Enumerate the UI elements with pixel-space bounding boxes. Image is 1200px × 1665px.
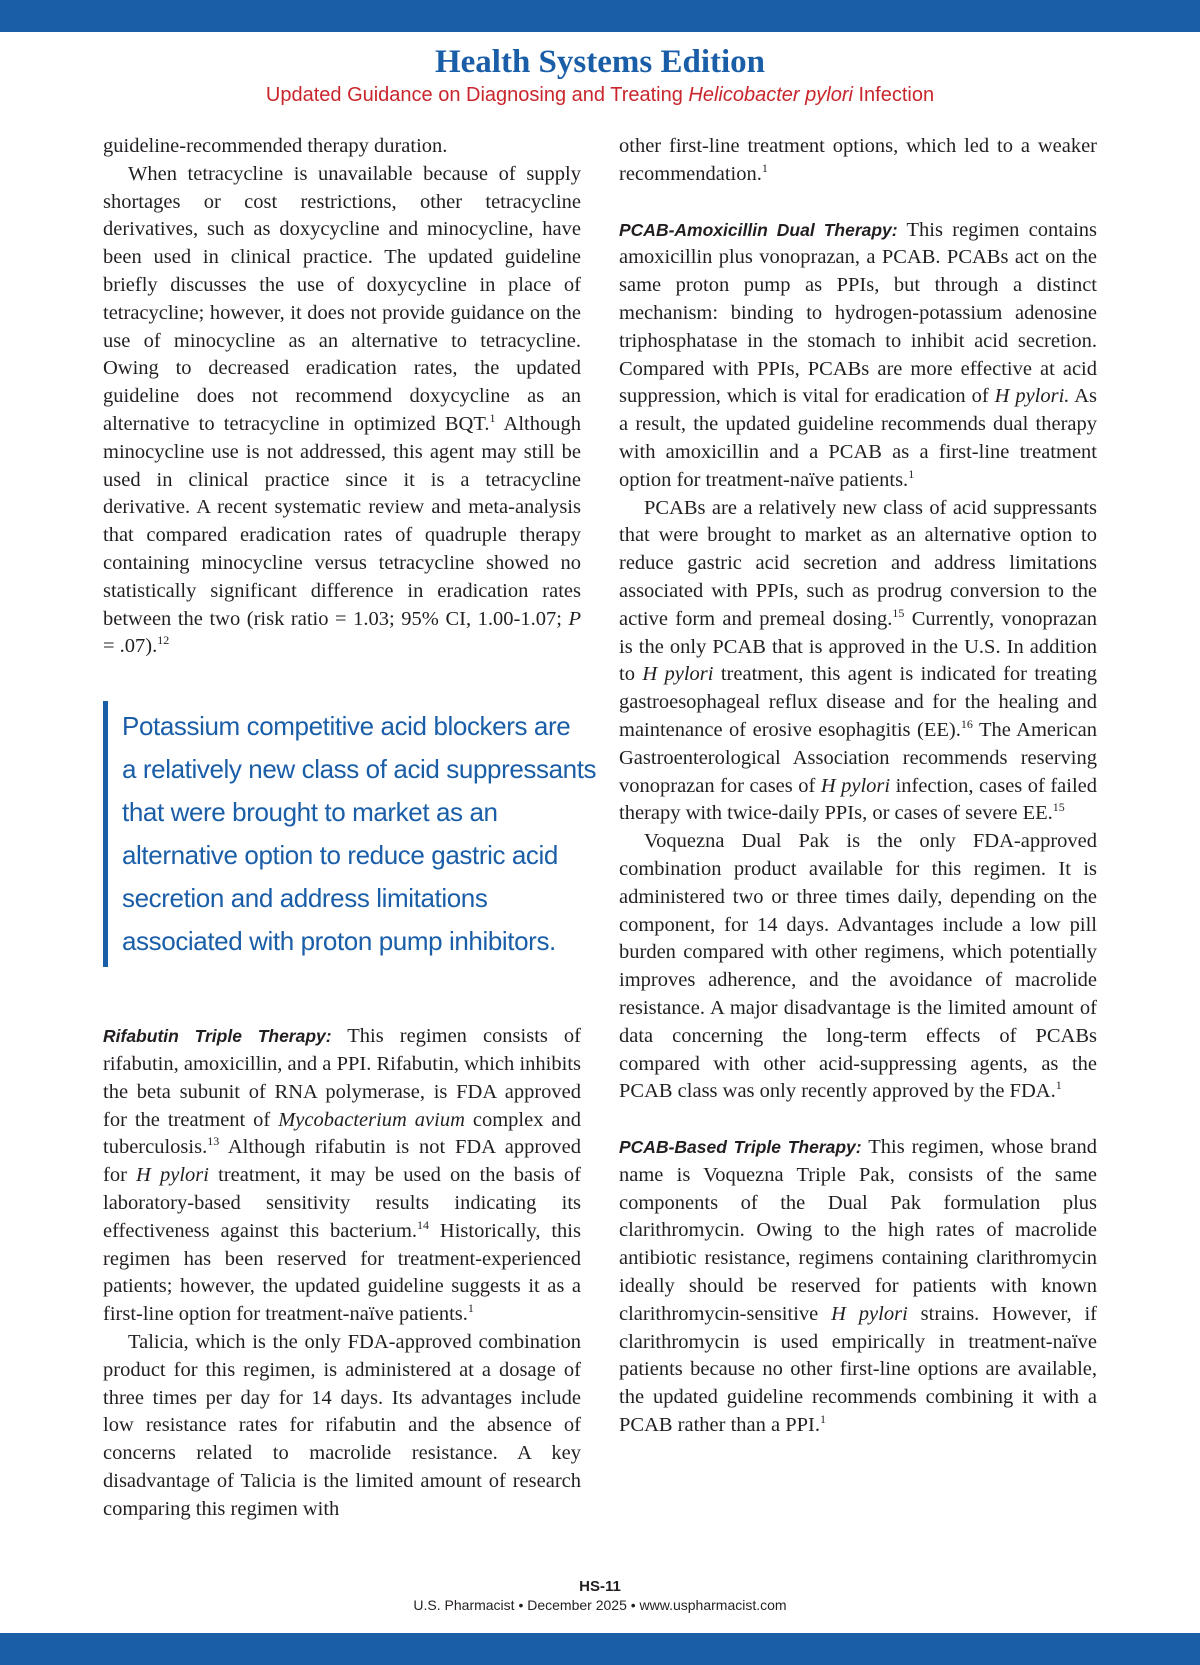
italic-term: H pylori xyxy=(820,774,891,797)
page-footer xyxy=(0,1578,1200,1614)
text-run: This regimen contains amoxicillin plus vonoprazan, a PCAB. PCABs act on the same proton pump as PPIs, but through a distinct mechanism: binding to hydrogen-potassium adenosine triphosphatase in the stomach to inhibit acid secretion. Compared with PPIs, PCABs are more effective at acid suppression, which is vital for eradication of xyxy=(619,218,1097,408)
subtitle-suffix: Infection xyxy=(852,84,935,106)
subtitle-prefix: Updated Guidance on Diagnosing and Treating xyxy=(265,84,689,106)
page-header xyxy=(0,42,1200,108)
paragraph-voquezna xyxy=(619,828,1097,1106)
paragraph-dual-therapy xyxy=(619,217,1097,495)
text-run: This regimen consists of rifabutin, amoxicillin, and a PPI. Rifabutin, which inhibits the beta subunit of RNA polymerase, is FDA approved for the treatment of xyxy=(103,1025,581,1131)
italic-term: H pylori xyxy=(831,1302,908,1325)
pull-quote xyxy=(103,701,597,967)
italic-term: Mycobacterium avium xyxy=(278,1108,465,1131)
text-run: This regimen, whose brand name is Voquezna Triple Pak, consists of the same components of the Dual Pak formulation plus clarithromycin. Owing to the high rates of macrolide antibiotic resistance, regimens containing clarithromycin ideally should be reserved for patients with known clarithromycin-sensitive xyxy=(619,1136,1097,1325)
paragraph-pcabs xyxy=(619,495,1097,829)
text-run: treatment, this agent is indicated for treating gastroesophageal reflux disease and for the healing and maintenance of erosive esophagitis (EE). xyxy=(619,663,1097,741)
text-run: other first-line treatment options, which led to a weaker recommendation. xyxy=(619,135,1097,185)
text-run: Currently, vonoprazan is the only PCAB that is approved in the U.S. In addition to xyxy=(619,607,1098,686)
subtitle-organism: Helicobacter pylori xyxy=(688,84,853,106)
text-run: strains. However, if clarithromycin is used empirically in treatment-naïve patients because no other first-line options are available, the updated guideline recommends combining it with a PCAB rather than a PPI. xyxy=(619,1302,1098,1437)
reference-sup: 14 xyxy=(417,1217,430,1232)
text-run: PCABs are a relatively new class of acid suppressants that were brought to market as an alternative option to reduce gastric acid secretion and address limitations associated with PPIs, such as prodrug conversion to the active form and premeal dosing. xyxy=(619,496,1097,630)
text-run: Although rifabutin is not FDA approved for xyxy=(103,1136,581,1187)
italic-term: H pylori xyxy=(136,1164,209,1187)
text-run: infection, cases of failed therapy with twice-daily PPIs, or cases of severe EE. xyxy=(619,774,1098,825)
top-banner-bar xyxy=(0,0,1200,32)
text-run: Although minocycline use is not addressed, this agent may still be used in clinical practice since it is a tetracycline derivative. A recent systematic review and meta-analysis that compared eradication rates of quadruple therapy containing minocycline versus tetracycline showed no statistically significant difference in eradication rates between the two (risk ratio = 1.03; 95% CI, 1.00-1.07; xyxy=(103,412,581,630)
section-lead-in: PCAB-Based Triple Therapy: xyxy=(619,1137,862,1158)
section-lead-in: PCAB-Amoxicillin Dual Therapy: xyxy=(619,219,898,240)
pull-quote-line: a relatively new class of acid suppressants xyxy=(122,754,597,785)
paragraph-triple-therapy xyxy=(619,1134,1097,1440)
pull-quote-line: alternative option to reduce gastric acid xyxy=(122,840,558,871)
paragraph-talicia: Talicia, which is the only FDA-approved combination product for this regimen, is administered at a dosage of three times per day for 14 days. Its advantages include low resistance rates for rifabutin and the absence of concerns related to macrolide resistance. A key disadvantage of Talicia is the limited amount of research comparing this regimen with xyxy=(103,1330,581,1520)
reference-sup: 1 xyxy=(1055,1078,1062,1093)
text-run: The American Gastroenterological Association recommends reserving vonoprazan for cases of xyxy=(619,718,1097,797)
text-run: As a result, the updated guideline recommends dual therapy with amoxicillin and a PCAB as a first-line treatment option for treatment-naïve patients. xyxy=(619,385,1097,491)
paragraph-rifabutin xyxy=(103,1023,581,1329)
paragraph-continued: guideline-recommended therapy duration. xyxy=(103,135,448,157)
p-value-label: P xyxy=(568,607,581,630)
bottom-banner-bar xyxy=(0,1633,1200,1665)
reference-sup: 1 xyxy=(908,466,915,481)
italic-term: H pylori. xyxy=(994,385,1070,408)
edition-title: Health Systems Edition xyxy=(434,44,766,80)
publication-line: U.S. Pharmacist • December 2025 • www.uspharmacist.com xyxy=(413,1597,787,1613)
reference-sup: 12 xyxy=(157,633,170,648)
reference-sup: 16 xyxy=(960,716,973,731)
text-run: treatment, it may be used on the basis of laboratory-based sensitivity results indicating its effectiveness against this bacterium. xyxy=(103,1164,581,1242)
reference-sup: 15 xyxy=(1052,800,1065,815)
italic-term: H pylori xyxy=(642,663,714,686)
pull-quote-line: Potassium competitive acid blockers are xyxy=(122,711,571,742)
left-column xyxy=(103,133,597,1523)
text-run: complex and tuberculosis. xyxy=(103,1108,581,1159)
page-number: HS-11 xyxy=(579,1578,621,1595)
paragraph-continued xyxy=(619,133,1097,189)
reference-sup: 1 xyxy=(489,410,496,425)
reference-sup: 1 xyxy=(467,1301,474,1316)
pull-quote-line: associated with proton pump inhibitors. xyxy=(122,926,556,957)
pull-quote-line: secretion and address limitations xyxy=(122,883,488,914)
reference-sup: 1 xyxy=(820,1412,826,1427)
text-run: Historically, this regimen has been reserved for treatment-experienced patients; however, the updated guideline suggests it as a first-line option for treatment-naïve patients. xyxy=(103,1219,581,1326)
paragraph-tetracycline xyxy=(103,161,581,661)
reference-sup: 1 xyxy=(761,160,768,175)
text-run: = .07). xyxy=(103,635,158,658)
reference-sup: 13 xyxy=(207,1134,220,1149)
text-run: When tetracycline is unavailable because of supply shortages or cost restrictions, other tetracycline derivatives, such as doxycycline and minocycline, have been used in clinical practice. The updated guideline briefly discusses the use of doxycycline in place of tetracycline; however, it does not provide guidance on the use of minocycline as an alternative to tetracycline. Owing to decreased eradication rates, the updated guideline does not recommend doxycycline as an alternative to tetracycline in optimized BQT. xyxy=(103,162,581,435)
pull-quote-line: that were brought to market as an xyxy=(122,797,498,828)
section-lead-in: Rifabutin Triple Therapy: xyxy=(103,1026,332,1047)
reference-sup: 15 xyxy=(892,605,905,620)
text-run: Voquezna Dual Pak is the only FDA-approved combination product available for this regimen. It is administered two or three times daily, depending on the component, for 14 days. Advantages include a low pill burden compared with other regimens, which potentially improves adherence, and the avoidance of macrolide resistance. A major disadvantage is the limited amount of data concerning the long-term effects of PCABs compared with other acid-suppressing agents, as the PCAB class was only recently approved by the FDA. xyxy=(619,830,1097,1103)
right-column xyxy=(619,133,1097,1440)
article-subtitle xyxy=(0,82,1200,108)
